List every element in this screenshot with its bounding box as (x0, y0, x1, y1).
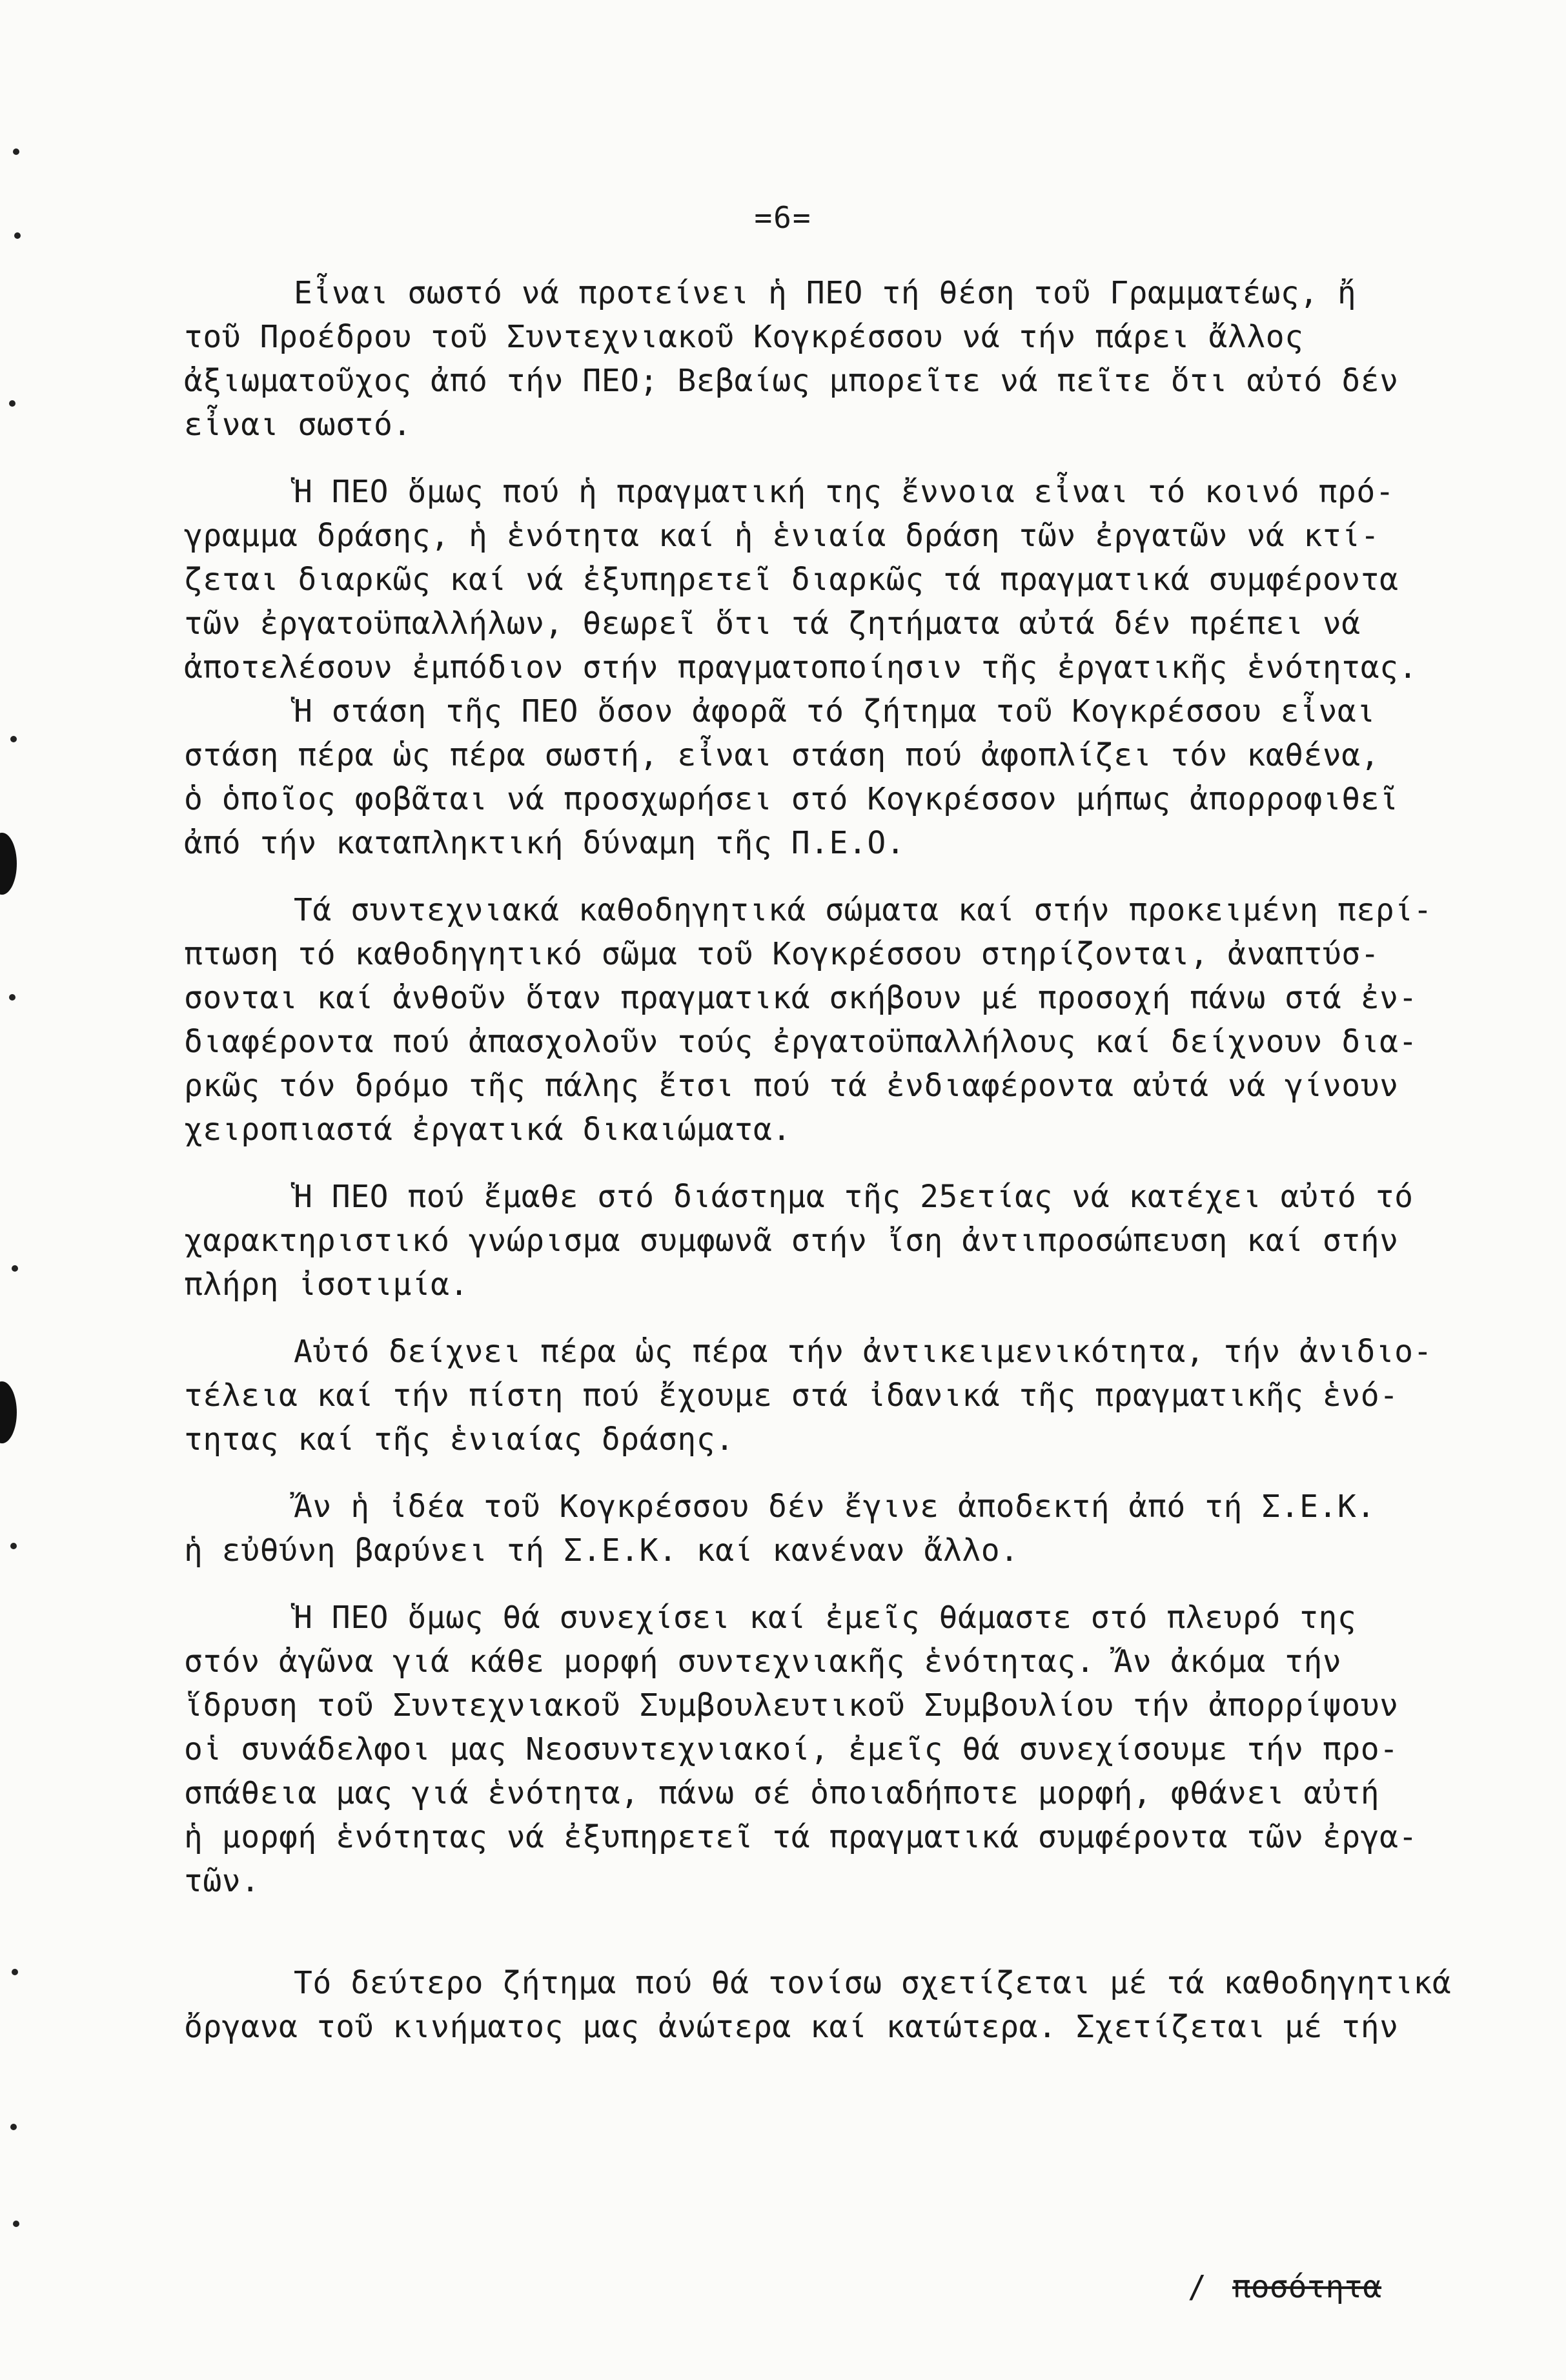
paragraph (184, 1485, 1514, 1572)
margin-mark (10, 736, 17, 742)
text-line: ὁ ὁποῖος φοβᾶται νά προσχωρήσει στό Κογκρέσσον μήπως ἀπορροφιθεῖ (184, 781, 1399, 817)
paragraph (184, 1175, 1514, 1307)
text-line: Ἡ στάση τῆς ΠΕΟ ὅσον ἀφορᾶ τό ζήτημα τοῦ Κογκρέσσου εἶναι (294, 693, 1376, 729)
text-line: στόν ἀγῶνα γιά κάθε μορφή συντεχνιακῆς ἑνότητας. Ἄν ἀκόμα τήν (184, 1643, 1342, 1680)
text-line: ἡ μορφή ἑνότητας νά ἐξυπηρετεῖ τά πραγματικά συμφέροντα τῶν ἐργα- (184, 1819, 1418, 1855)
text-line: Ἡ ΠΕΟ πού ἔμαθε στό διάστημα τῆς 25ετίας νά κατέχει αὐτό τό (294, 1179, 1414, 1215)
body-text (184, 271, 1514, 2049)
text-line: ρκῶς τόν δρόμο τῆς πάλης ἔτσι πού τά ἐνδιαφέροντα αὐτά νά γίνουν (184, 1068, 1399, 1104)
text-line: ζεται διαρκῶς καί νά ἐξυπηρετεῖ διαρκῶς τά πραγματικά συμφέροντα (184, 562, 1399, 598)
text-line: οἱ συνάδελφοι μας Νεοσυντεχνιακοί, ἐμεῖς θά συνεχίσουμε τήν προ- (184, 1731, 1399, 1767)
catchword (1188, 2269, 1381, 2305)
margin-mark (13, 148, 19, 155)
text-line: Τό δεύτερο ζήτημα πού θά τονίσω σχετίζεται μέ τά καθοδηγητικά (294, 1965, 1452, 2001)
text-line: στάση πέρα ὡς πέρα σωστή, εἶναι στάση πού ἀφοπλίζει τόν καθένα, (184, 737, 1380, 773)
text-line: πτωση τό καθοδηγητικό σῶμα τοῦ Κογκρέσσου στηρίζονται, ἀναπτύσ- (184, 936, 1380, 972)
text-line: τῶν ἐργατοϋπαλλήλων, θεωρεῖ ὅτι τά ζητήματα αὐτά δέν πρέπει νά (184, 605, 1361, 642)
margin-mark (12, 1265, 18, 1272)
text-line: διαφέροντα πού ἀπασχολοῦν τούς ἐργατοϋπαλλήλους καί δείχνουν δια- (184, 1024, 1418, 1060)
margin-mark (9, 400, 15, 407)
text-line: πλήρη ἰσοτιμία. (184, 1266, 469, 1303)
punch-hole-bottom (0, 1381, 17, 1443)
text-line: Ἄν ἡ ἰδέα τοῦ Κογκρέσσου δέν ἔγινε ἀποδεκτή ἀπό τή Σ.Ε.Κ. (294, 1489, 1376, 1525)
text-line: ὄργανα τοῦ κινήματος μας ἀνώτερα καί κατώτερα. Σχετίζεται μέ τήν (184, 2009, 1399, 2045)
catchword-text: ποσότητα (1232, 2269, 1382, 2305)
margin-mark (10, 2124, 17, 2130)
paragraph (184, 271, 1514, 447)
text-line: τῶν. (184, 1863, 260, 1899)
paragraph (184, 888, 1514, 1152)
text-line: ἡ εὐθύνη βαρύνει τή Σ.Ε.Κ. καί κανέναν ἄλλο. (184, 1532, 1019, 1569)
text-line: εἶναι σωστό. (184, 407, 412, 443)
paragraph (184, 1330, 1514, 1461)
text-line: ἀπό τήν καταπληκτική δύναμη τῆς Π.Ε.Ο. (184, 825, 906, 861)
margin-mark (13, 2221, 19, 2227)
margin-mark (10, 1543, 17, 1549)
text-line: ἀξιωματοῦχος ἀπό τήν ΠΕΟ; Βεβαίως μπορεῖτε νά πεῖτε ὅτι αὐτό δέν (184, 363, 1399, 399)
text-line: Ἡ ΠΕΟ ὅμως θά συνεχίσει καί ἐμεῖς θάμαστε στό πλευρό της (294, 1600, 1357, 1636)
catchword-slash: / (1188, 2269, 1206, 2305)
text-line: ἵδρυση τοῦ Συντεχνιακοῦ Συμβουλευτικοῦ Συμβουλίου τήν ἀπορρίψουν (184, 1687, 1399, 1724)
text-line: γραμμα δράσης, ἡ ἑνότητα καί ἡ ἑνιαία δράση τῶν ἐργατῶν νά κτί- (184, 518, 1380, 554)
margin-mark (12, 1969, 18, 1975)
text-line: τέλεια καί τήν πίστη πού ἔχουμε στά ἰδανικά τῆς πραγματικῆς ἑνό- (184, 1378, 1399, 1414)
text-line: σονται καί ἀνθοῦν ὅταν πραγματικά σκήβουν μέ προσοχή πάνω στά ἐν- (184, 980, 1418, 1016)
paragraph (184, 689, 1514, 865)
text-line: χαρακτηριστικό γνώρισμα συμφωνᾶ στήν ἴση ἀντιπροσώπευση καί στήν (184, 1223, 1399, 1259)
paragraph (184, 1961, 1514, 2049)
text-line: ἀποτελέσουν ἐμπόδιον στήν πραγματοποίησιν τῆς ἐργατικῆς ἑνότητας. (184, 649, 1418, 686)
text-line: Ἡ ΠΕΟ ὅμως πού ἡ πραγματική της ἔννοια εἶναι τό κοινό πρό- (294, 474, 1395, 510)
margin-mark (9, 994, 15, 1001)
text-line: τοῦ Προέδρου τοῦ Συντεχνιακοῦ Κογκρέσσου νά τήν πάρει ἄλλος (184, 319, 1304, 355)
punch-hole-top (0, 833, 17, 895)
paragraph (184, 470, 1514, 689)
text-line: Εἶναι σωστό νά προτείνει ἡ ΠΕΟ τή θέση τοῦ Γραμματέως, ἤ (294, 275, 1357, 311)
text-line: χειροπιαστά ἐργατικά δικαιώματα. (184, 1112, 791, 1148)
page-number: =6= (754, 200, 812, 235)
text-line: Τά συντεχνιακά καθοδηγητικά σώματα καί στήν προκειμένη περί- (294, 892, 1432, 928)
text-line: σπάθεια μας γιά ἑνότητα, πάνω σέ ὁποιαδήποτε μορφή, φθάνει αὐτή (184, 1775, 1380, 1811)
paragraph (184, 1596, 1514, 1903)
text-line: Αὐτό δείχνει πέρα ὡς πέρα τήν ἀντικειμενικότητα, τήν ἀνιδιο- (294, 1334, 1432, 1370)
text-line: τητας καί τῆς ἑνιαίας δράσης. (184, 1421, 735, 1458)
